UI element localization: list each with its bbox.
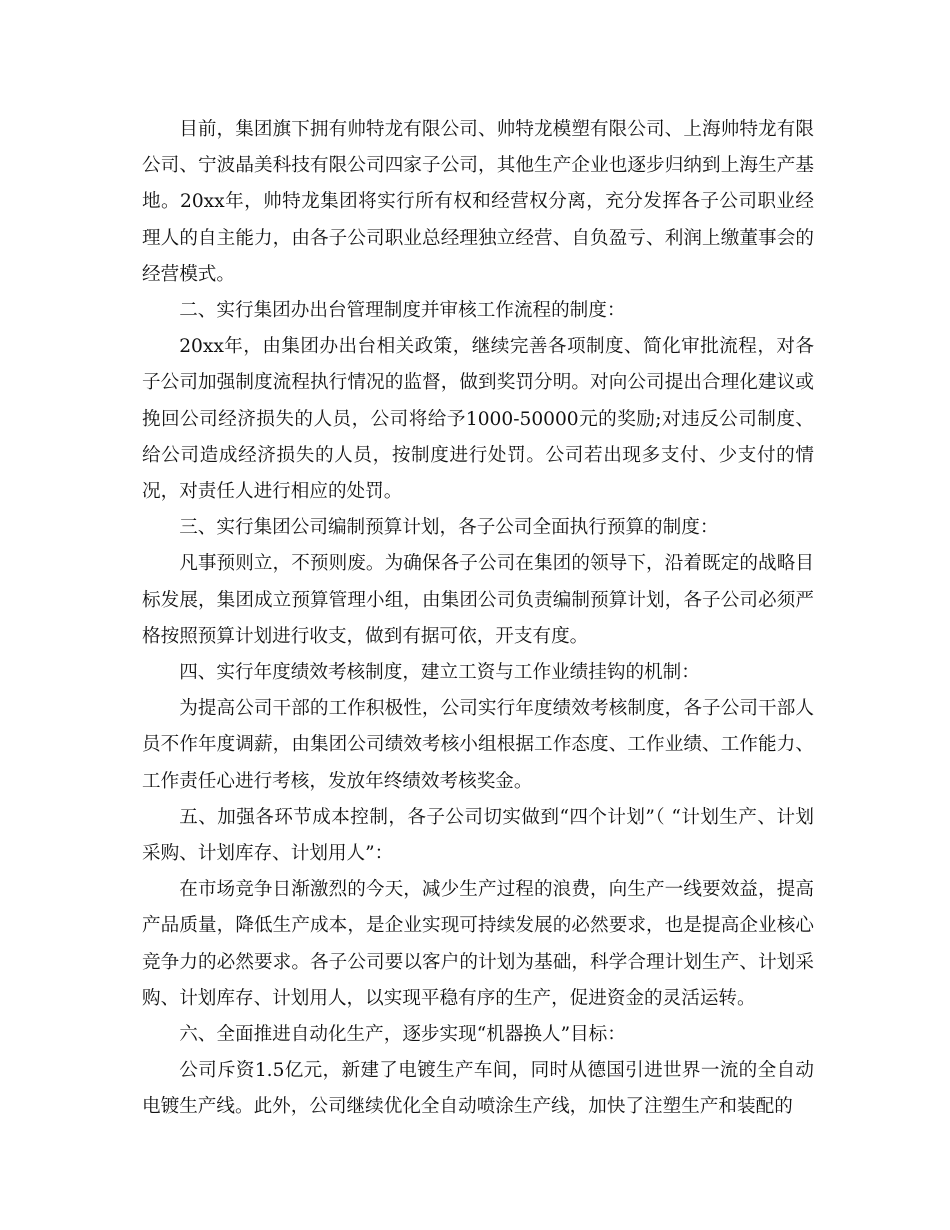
- heading-section-6: 六、全面推进自动化生产，逐步实现“机器换人”目标：: [179, 1024, 626, 1046]
- paragraph-section-2: 20xx年，由集团办出台相关政策，继续完善各项制度、简化审批流程，对各子公司加强制度流程执行情况的监督，做到奖罚分明。对向公司提出合理化建议或挽回公司经济损失的人员，公司将给予1000-50000元的奖励;对违反公司制度、给公司造成经济损失的人员，按制度进行处罚。公司若出现多支付、少支付的情况，对责任人进行相应的处罚。: [142, 336, 814, 503]
- heading-section-5: 五、加强各环节成本控制，各子公司切实做到“四个计划”（ “计划生产、计划采购、计划库存、计划用人”：: [142, 806, 814, 865]
- heading-section-3: 三、实行集团公司编制预算计划，各子公司全面执行预算的制度：: [179, 517, 719, 539]
- heading-section-4: 四、实行年度绩效考核制度，建立工资与工作业绩挂钩的机制：: [179, 662, 700, 684]
- paragraph-section-3: 凡事预则立，不预则废。为确保各子公司在集团的领导下，沿着既定的战略目标发展，集团成立预算管理小组，由集团公司负责编制预算计划，各子公司必须严格按照预算计划进行收支，做到有据可依，开支有度。: [142, 553, 814, 647]
- paragraph-section-4: 为提高公司干部的工作积极性，公司实行年度绩效考核制度，各子公司干部人员不作年度调薪，由集团公司绩效考核小组根据工作态度、工作业绩、工作能力、工作责任心进行考核，发放年终绩效考核奖金。: [142, 698, 814, 792]
- paragraph-intro: 目前，集团旗下拥有帅特龙有限公司、帅特龙模塑有限公司、上海帅特龙有限公司、宁波晶美科技有限公司四家子公司，其他生产企业也逐步归纳到上海生产基地。20xx年，帅特龙集团将实行所有权和经营权分离，充分发挥各子公司职业经理人的自主能力，由各子公司职业总经理独立经营、自负盈亏、利润上缴董事会的经营模式。: [142, 119, 814, 285]
- document-page: [142, 112, 814, 1126]
- heading-section-2: 二、实行集团办出台管理制度并审核工作流程的制度：: [179, 300, 626, 322]
- paragraph-section-6: 公司斥资1.5亿元，新建了电镀生产车间，同时从德国引进世界一流的全自动电镀生产线。此外，公司继续优化全自动喷涂生产线，加快了注塑生产和装配的: [142, 1060, 814, 1118]
- paragraph-section-5: 在市场竞争日渐激烈的今天，减少生产过程的浪费，向生产一线要效益，提高产品质量，降低生产成本，是企业实现可持续发展的必然要求，也是提高企业核心竞争力的必然要求。各子公司要以客户的计划为基础，科学合理计划生产、计划采购、计划库存、计划用人，以实现平稳有序的生产，促进资金的灵活运转。: [142, 879, 814, 1009]
